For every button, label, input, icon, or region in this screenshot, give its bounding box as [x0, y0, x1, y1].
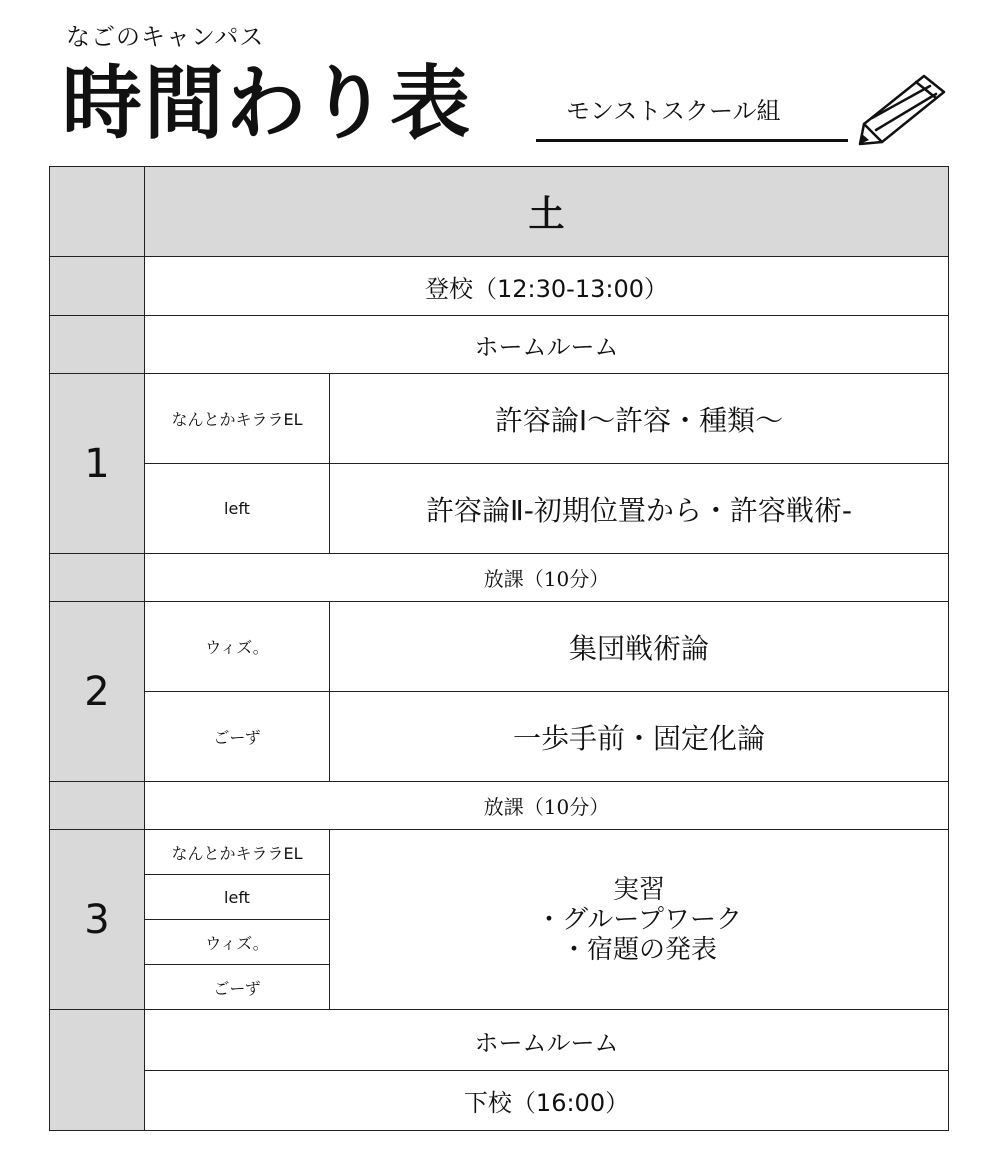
lesson-cell: 許容論Ⅰ～許容・種類～: [330, 374, 949, 464]
teacher-cell: なんとかキララEL: [145, 830, 330, 875]
period-1-row-1: [50, 374, 949, 464]
arrival-cell: 登校（12:30-13:00）: [145, 257, 949, 316]
practice-lesson-cell: [330, 830, 949, 1010]
teacher-cell: ごーず: [145, 692, 330, 782]
homeroom-cell: ホームルーム: [145, 1010, 949, 1071]
break-cell: 放課（10分）: [145, 554, 949, 602]
class-name-underline: [536, 139, 848, 142]
side-cell: [50, 257, 145, 316]
period-1-row-2: [50, 464, 949, 554]
teacher-cell: ごーず: [145, 965, 330, 1010]
lesson-cell: 集団戦術論: [330, 602, 949, 692]
teacher-cell: ウィズ。: [145, 602, 330, 692]
lesson-cell: 許容論Ⅱ-初期位置から・許容戦術-: [330, 464, 949, 554]
period-2-row-1: [50, 602, 949, 692]
page-title: 時間わり表: [62, 57, 472, 150]
homeroom-row: [50, 316, 949, 374]
school-name: なごのキャンパス: [66, 23, 265, 51]
day-header: 土: [145, 167, 949, 257]
break-row-1: [50, 554, 949, 602]
period-3-number: 3: [50, 830, 145, 1010]
side-cell: [50, 316, 145, 374]
side-cell: [50, 782, 145, 830]
dismissal-cell: 下校（16:00）: [145, 1071, 949, 1131]
homeroom-cell: ホームルーム: [145, 316, 949, 374]
teacher-cell: left: [145, 875, 330, 920]
side-cell: [50, 1010, 145, 1131]
period-3-row-1: [50, 830, 949, 875]
arrival-row: [50, 257, 949, 316]
practice-line: ・宿題の発表: [561, 934, 718, 965]
lesson-cell: 一歩手前・固定化論: [330, 692, 949, 782]
break-row-2: [50, 782, 949, 830]
break-cell: 放課（10分）: [145, 782, 949, 830]
period-2-row-2: [50, 692, 949, 782]
corner-cell: [50, 167, 145, 257]
class-name: モンストスクール組: [566, 97, 781, 125]
side-cell: [50, 554, 145, 602]
pencil-icon: [852, 72, 948, 148]
teacher-cell: ウィズ。: [145, 920, 330, 965]
practice-line: ・グループワーク: [536, 904, 742, 935]
teacher-cell: left: [145, 464, 330, 554]
teacher-cell: なんとかキララEL: [145, 374, 330, 464]
period-2-number: 2: [50, 602, 145, 782]
day-header-row: [50, 167, 949, 257]
homeroom-row-2: [50, 1010, 949, 1071]
practice-line: 実習: [613, 874, 666, 905]
dismissal-row: [50, 1071, 949, 1131]
period-1-number: 1: [50, 374, 145, 554]
timetable: [49, 166, 949, 1131]
